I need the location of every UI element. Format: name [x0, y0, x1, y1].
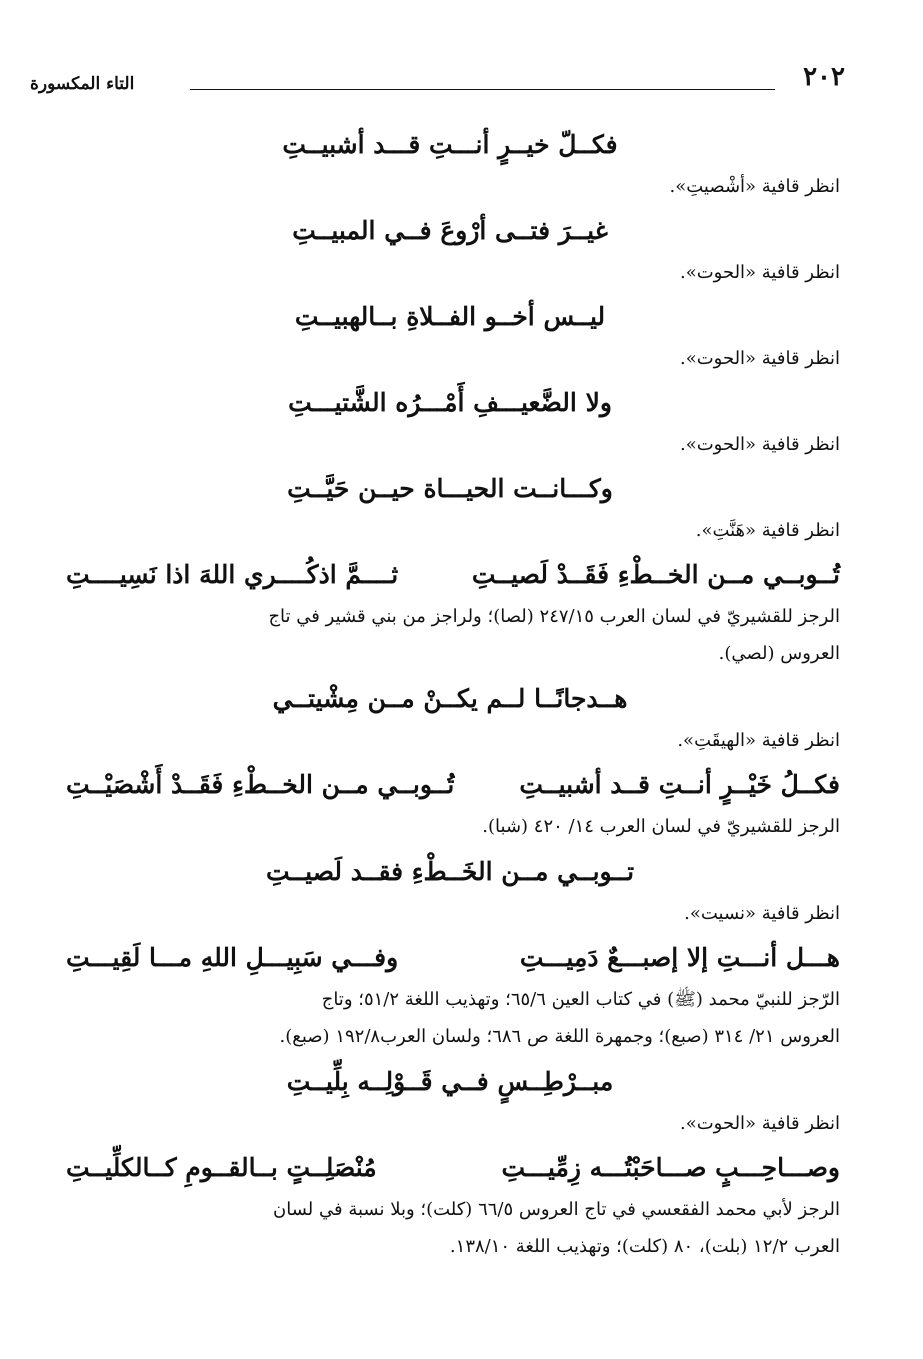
- couplet: [60, 935, 840, 981]
- source-citation: [60, 808, 840, 845]
- couplet: [60, 552, 840, 598]
- source-citation: [60, 598, 840, 672]
- verse-line: تــوبــي مــن الخَــطْءِ فقــد لَصيــتِ: [265, 857, 635, 886]
- cross-reference-note: انظر قافية «الهيقَتِ».: [677, 730, 840, 751]
- verse-line: فكــلّ خيــرٍ أنـــتِ قـــد أشبيــتِ: [282, 130, 618, 159]
- source-citation: [60, 981, 840, 1055]
- page-number: ٢٠٢: [803, 62, 845, 92]
- verse-line: ولا الضَّعيـــفِ أَمْـــرُه الشَّتيـــتِ: [288, 388, 612, 417]
- cross-reference-note: انظر قافية «هَنَّتِ».: [695, 520, 840, 541]
- verse-line: مبــرْطِــسٍ فــي قَــوْلِــه بِلِّيــتِ: [286, 1067, 614, 1096]
- citation-line: الرجز للقشيريّ في لسان العرب ١٤/ ٤٢٠ (شبا).: [482, 816, 840, 837]
- second-hemistich: وفـــي سَبِيـــلِ اللهِ مـــا لَقِيـــتِ: [66, 943, 399, 972]
- cross-reference-note: انظر قافية «الحوت».: [679, 434, 840, 455]
- cross-reference-note: انظر قافية «نسيت».: [684, 903, 840, 924]
- page-body: [60, 122, 840, 1269]
- citation-line: العروس (لصي).: [718, 643, 840, 664]
- second-hemistich: تُــوبــي مــن الخــطْءِ فَقَــدْ أَشْصَيْــتِ: [66, 770, 455, 799]
- first-hemistich: وصـــاحِـــبٍ صـــاحَبْتُـــه زِمِّيـــتِ: [501, 1153, 840, 1182]
- cross-reference-note: انظر قافية «الحوت».: [679, 1113, 840, 1134]
- verse-line: ليــس أخــو الفــلاةِ بــالهبيــتِ: [294, 302, 606, 331]
- citation-line: الرجز لأبي محمد الفقعسي في تاج العروس ٦٦/٥ (كلت)؛ وبلا نسبة في لسان: [273, 1199, 840, 1220]
- first-hemistich: فكــلُ خَيْــرٍ أنــتِ قــد أشبيــتِ: [519, 770, 840, 799]
- couplet: [60, 762, 840, 808]
- cross-reference-note: انظر قافية «أشْصيتِ».: [669, 176, 840, 197]
- cross-reference-note: انظر قافية «الحوت».: [679, 348, 840, 369]
- cross-reference-note: انظر قافية «الحوت».: [679, 262, 840, 283]
- header-rule: [190, 89, 775, 90]
- citation-line: الرجز للقشيريّ في لسان العرب ٢٤٧/١٥ (لصا)؛ ولراجز من بني قشير في تاج: [268, 606, 840, 627]
- citation-line: العروس ٢١/ ٣١٤ (صبع)؛ وجمهرة اللغة ص ٦٨٦؛ ولسان العرب١٩٢/٨ (صبع).: [279, 1026, 840, 1047]
- first-hemistich: هـــل أنـــتِ إلا إصبـــعٌ دَمِيـــتِ: [519, 943, 840, 972]
- second-hemistich: ثــــمَّ اذكُــــري اللهَ اذا نَسِيــــتِ: [66, 560, 399, 589]
- running-title: التاء المكسورة: [30, 74, 135, 94]
- verse-line: وكـــانــت الحيـــاة حيــن حَيَّــتِ: [287, 474, 613, 503]
- couplet: [60, 1145, 840, 1191]
- page-header: [30, 62, 845, 102]
- verse-line: غيــرَ فتــى أرْوعَ فــي المبيــتِ: [292, 216, 608, 245]
- source-citation: [60, 1191, 840, 1265]
- first-hemistich: تُــوبــي مــن الخــطْءِ فَقَــدْ لَصيــتِ: [471, 560, 840, 589]
- second-hemistich: مُنْصَلِــتٍ بــالقــومِ كــالكلِّيــتِ: [66, 1153, 377, 1182]
- citation-line: العرب ١٢/٢ (بلت)، ٨٠ (كلت)؛ وتهذيب اللغة ١٣٨/١٠.: [449, 1236, 840, 1257]
- citation-line: الرّجز للنبيّ محمد (ﷺ) في كتاب العين ٦٥/٦؛ وتهذيب اللغة ٥١/٢؛ وتاج: [321, 989, 840, 1010]
- verse-line: هــدجانًــا لــم يكــنْ مــن مِشْيتــي: [272, 684, 628, 713]
